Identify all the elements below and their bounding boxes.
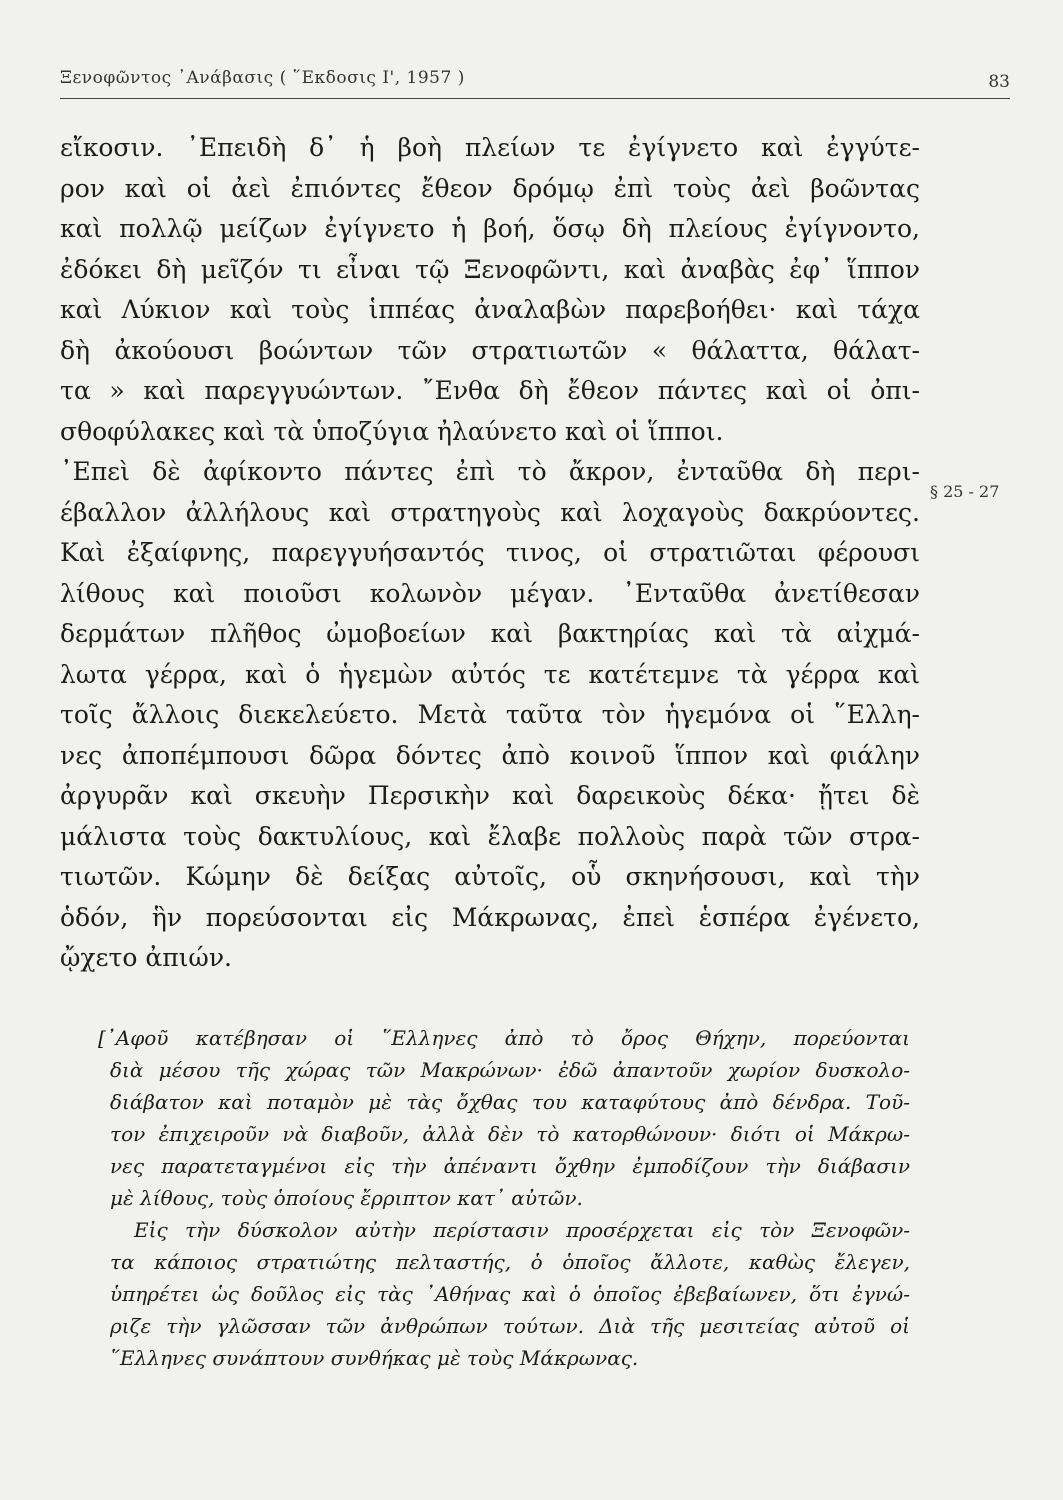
text-line: έβαλλον ἀλλήλους καὶ στρατηγοὺς καὶ λοχαγοὺς δακρύοντες.	[60, 497, 920, 527]
page-number: 83	[988, 72, 1010, 92]
commentary-line: τα κάποιος στρατιώτης πελταστής, ὁ ὁποῖος ἄλλοτε, καθὼς ἔλεγεν,	[110, 1250, 910, 1274]
text-line: ὁδόν, ἣν πορεύσονται εἰς Μάκρωνας, ἐπεὶ ἑσπέρα ἐγένετο,	[60, 902, 920, 932]
commentary-line: [᾿Αφοῦ κατέβησαν οἱ ῞Ελληνες ἀπὸ τὸ ὄρος Θήχην, πορεύονται	[98, 1026, 910, 1050]
text-line: σθοφύλακες καὶ τὰ ὑποζύγια ἠλαύνετο καὶ οἱ ἵπποι.	[60, 416, 724, 446]
commentary-text	[98, 1022, 910, 1374]
commentary-line: ῞Ελληνες συνάπτουν συνθήκας μὲ τοὺς Μάκρωνας.	[110, 1346, 639, 1370]
text-line: ἀργυρᾶν καὶ σκευὴν Περσικὴν καὶ δαρεικοὺς δέκα· ᾔτει δὲ	[60, 781, 920, 810]
text-line: μάλιστα τοὺς δακτυλίους, καὶ ἔλαβε πολλοὺς παρὰ τῶν στρα-	[60, 821, 920, 851]
text-line: λωτα γέρρα, καὶ ὁ ἡγεμὼν αὐτός τε κατέτεμνε τὰ γέρρα καὶ	[60, 659, 920, 689]
commentary-line: ὑπηρέτει ὡς δοῦλος εἰς τὰς ᾿Αθήνας καὶ ὁ ὁποῖος ἐβεβαίωνεν, ὅτι ἐγνώ-	[110, 1282, 910, 1306]
text-line: ἐδόκει δὴ μεῖζόν τι εἶναι τῷ Ξενοφῶντι, καὶ ἀναβὰς ἐφ᾿ ἵππον	[60, 254, 920, 284]
running-head: Ξενοφῶντος ᾿Ανάβασις ( ῞Εκδοσις Ι', 1957 )	[60, 68, 465, 88]
text-line: ᾤχετο ἀπιών.	[60, 943, 232, 972]
page-header	[60, 64, 1010, 99]
text-line: τιωτῶν. Κώμην δὲ δείξας αὐτοῖς, οὗ σκηνήσουσι, καὶ τὴν	[60, 862, 920, 891]
commentary-line: Εἰς τὴν δύσκολον αὐτὴν περίστασιν προσέρχεται εἰς τὸν Ξενοφῶν-	[134, 1218, 910, 1242]
text-line: καὶ πολλῷ μείζων ἐγίγνετο ἡ βοή, ὅσῳ δὴ πλείους ἐγίγνοντο,	[60, 214, 920, 243]
text-line: Καὶ ἐξαίφνης, παρεγγυήσαντός τινος, οἱ στρατιῶται φέρουσι	[60, 538, 920, 567]
text-line: καὶ Λύκιον καὶ τοὺς ἱππέας ἀναλαβὼν παρεβοήθει· καὶ τάχα	[60, 295, 920, 324]
text-line: τοῖς ἄλλοις διεκελεύετο. Μετὰ ταῦτα τὸν ἡγεμόνα οἱ ῞Ελλη-	[60, 700, 920, 729]
commentary-line: τον ἐπιχειροῦν νὰ διαβοῦν, ἀλλὰ δὲν τὸ κατορθώνουν· διότι οἱ Μάκρω-	[110, 1122, 910, 1146]
commentary-line: νες παρατεταγμένοι εἰς τὴν ἀπέναντι ὄχθην ἐμποδίζουν τὴν διάβασιν	[110, 1154, 910, 1178]
text-line: δὴ ἀκούουσι βοώντων τῶν στρατιωτῶν « θάλαττα, θάλατ-	[60, 335, 920, 365]
commentary-line: διὰ μέσου τῆς χώρας τῶν Μακρώνων· ἐδῶ ἀπαντοῦν χωρίον δυσκολο-	[110, 1058, 910, 1082]
margin-section-reference: § 25 - 27	[930, 482, 1000, 501]
commentary-line: ριζε τὴν γλῶσσαν τῶν ἀνθρώπων τούτων. Διὰ τῆς μεσιτείας αὐτοῦ οἱ	[110, 1314, 910, 1338]
commentary-line: διάβατον καὶ ποταμὸν μὲ τὰς ὄχθας του καταφύτους ἀπὸ δένδρα. Τοῦ-	[110, 1090, 910, 1114]
text-line: ᾿Επεὶ δὲ ἀφίκοντο πάντες ἐπὶ τὸ ἄκρον, ἐνταῦθα δὴ περι-	[60, 457, 920, 486]
text-line: ρον καὶ οἱ ἀεὶ ἐπιόντες ἔθεον δρόμῳ ἐπὶ τοὺς ἀεὶ βοῶντας	[60, 173, 920, 203]
main-text	[60, 128, 920, 979]
text-line: τα » καὶ παρεγγυώντων. ῎Ενθα δὴ ἔθεον πάντες καὶ οἱ ὀπι-	[60, 376, 920, 405]
text-line: δερμάτων πλῆθος ὠμοβοείων καὶ βακτηρίας καὶ τὰ αἰχμά-	[60, 619, 920, 648]
text-line: εἴκοσιν. ᾿Επειδὴ δ᾿ ἡ βοὴ πλείων τε ἐγίγνετο καὶ ἐγγύτε-	[60, 133, 920, 162]
text-line: νες ἀποπέμπουσι δῶρα δόντες ἀπὸ κοινοῦ ἵππον καὶ φιάλην	[60, 740, 920, 770]
commentary-line: μὲ λίθους, τοὺς ὁποίους ἔρριπτον κατ᾿ αὐτῶν.	[110, 1186, 583, 1210]
text-line: λίθους καὶ ποιοῦσι κολωνὸν μέγαν. ᾿Ενταῦθα ἀνετίθεσαν	[60, 578, 920, 608]
